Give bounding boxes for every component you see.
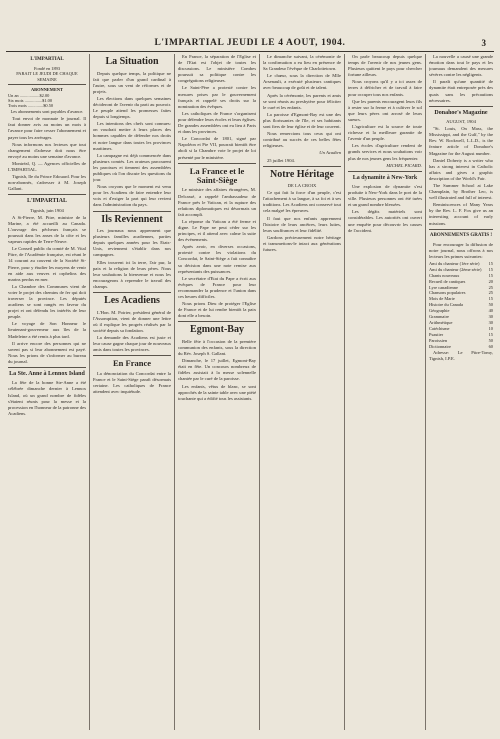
rate-line: Trois mois ..............$0.50 [8, 103, 54, 109]
price-item-name: Chants nouveaux [429, 272, 460, 278]
column-3 [178, 54, 256, 734]
paragraph: Le chœur, sous la direction de Mlle Arsenault, a exécuté plusieurs cantiques avec beaucoup de goût et de talent. [263, 73, 341, 91]
paragraph: Nous remercions tous ceux qui ont contribué au succès de ces belles fêtes religieuses. [263, 131, 341, 149]
paragraph: Tignish, Ile du Prince Edouard. Pour les non-abonnés, s'adresser à M. Joseph Gallant. [8, 174, 86, 192]
article-headline: Ils Reviennent [101, 213, 163, 225]
price-item-value: 40 [488, 308, 493, 314]
paragraph: Après avoir, en diverses occasions, protesté contre les violations du Concordat, le Saint-Siège a fait connaître sa décision dans une note remise aux représentants des puissances. [178, 244, 256, 274]
paragraph: Tout envoi de monnaie le journal. Il faut donner avis au moins un mois à l'avance pour faire cesser l'abonnement et payer tous les arrérages. [8, 116, 86, 140]
paragraph: Il paraît qu'une quantité de dynamite était entreposée près des quais sans les précautions nécessaires. [429, 79, 493, 103]
article-headline: Egmont-Bay [190, 324, 244, 336]
paragraph: Depuis quelque temps, la politique ne fait que parler d'un grand cardinal à l'autre, sous un vent de réformes et de projets. [93, 70, 171, 94]
price-item-name: Histoire du Canada [429, 302, 463, 308]
paragraph: En France, la séparation de l'Eglise et de l'Etat est l'objet de toutes les discussions. Le ministère Combes poursuit sa politique contre les congrégations religieuses. [178, 54, 256, 84]
paragraph: Le voyage de Son Honneur le lieutenant-gouverneur aux îles de la Madeleine a été remis à plus tard. [8, 321, 86, 339]
article-headline: Les Acadiens [104, 295, 160, 306]
paper-info [8, 57, 86, 114]
divider [263, 166, 341, 167]
paragraph: La nouvelle a causé une grande émotion dans tout le pays et les journaux demandent des mesures sévères contre les négligents. [429, 54, 493, 78]
column-5 [348, 54, 422, 734]
dateline: 25 juillet 1904. [267, 157, 295, 163]
paragraph: Nous prions Dieu de protéger l'Eglise de France et de lui rendre bientôt la paix dont elle a besoin. [178, 301, 256, 319]
paragraph: Elles trouvent ici la terre, l'air pur, la paix et la religion de leurs pères. Nous leur souhaitons la bienvenue et nous les encourageons à reprendre le travail des champs. [93, 259, 171, 289]
notice-heading: ABONNEMENTS GRATIS ! [429, 232, 493, 238]
price-item-name: Paroissien [429, 337, 448, 343]
column-separator [89, 54, 90, 730]
rate-line: Un an ..................$2.00 [8, 92, 50, 98]
column-separator [344, 54, 345, 730]
divider [429, 229, 493, 230]
paragraph: Le Concordat de 1801, signé par Napoléon et Pie VII, pourrait bientôt être aboli si la Chambre vote le projet de loi présenté par le ministère. [178, 136, 256, 160]
price-item-name: Ami du chanteur (2ème série) [429, 266, 482, 272]
paragraph: Le ministre des affaires étrangères, M. Delcassé, a rappelé l'ambassadeur de France près le Vatican, et la rupture des relations diplomatiques est désormais un fait accompli. [178, 187, 256, 217]
column-separator [259, 54, 260, 730]
paragraph: Gardons précieusement notre héritage et transmettons-le intact aux générations futures. [263, 234, 341, 253]
divider [348, 171, 422, 172]
price-item-value: 15 [488, 331, 493, 337]
paragraph: Les catholiques de France s'organisent pour défendre leurs écoles et leurs églises. De grandes assemblées ont eu lieu à Paris et dans les provinces. [178, 110, 256, 135]
price-item-value: 15 [488, 272, 493, 278]
price-item-value: 50 [488, 302, 493, 308]
paragraph: L'Hon. M. Poirier, président général de l'Assomption, vient de donner une lettre où il explique les progrès réalisés par la société depuis sa fondation. [93, 309, 171, 333]
paragraph: A St-Pierre, M. Pitre, ministre de la Marine, a été accueilli au Canada. L'ouvrage des pêcheurs français se poursuit dans les anses de la côte et les vapeurs rapides de Terre-Neuve. [8, 214, 86, 245]
paragraph: La demande des Acadiens est juste et leur cause gagne chaque jour de nouveaux amis dans toutes les provinces. [93, 334, 171, 353]
divider [178, 163, 256, 164]
paragraph: Ce qui fait la force d'un peuple, c'est l'attachement à sa langue, à sa foi et à ses traditions. Les Acadiens ont conservé tout cela malgré les épreuves. [263, 190, 341, 214]
paper-founded: Fondé en 1893 [33, 66, 61, 71]
paragraph: Dimanche, le 17 juillet, Egmont-Bay était en fête. Un concours nombreux de fidèles assistait à la messe solennelle chantée par le curé de la paroisse. [178, 358, 256, 382]
dateline: Tignish, juin 1904 [30, 207, 64, 213]
divider [8, 367, 86, 368]
paragraph: Les dégâts matériels sont considérables. Les autorités ont ouvert une enquête pour découvrir les causes de l'accident. [348, 209, 422, 233]
paragraph: Il faut que nos enfants apprennent l'histoire de leurs ancêtres, leurs luttes, leurs souffrances et leur fidélité. [263, 215, 341, 233]
divider [429, 106, 493, 107]
price-item-name: Grammaire [429, 314, 449, 320]
price-item-name: Géographie [429, 308, 450, 314]
paragraph: Une explosion de dynamite s'est produite à New-York dans le port de la ville. Plusieurs personnes ont été tuées et un grand nombre blessées. [348, 183, 422, 208]
paragraph: Que les parents encouragent leurs fils à rester sur la ferme et à cultiver le sol que leurs pères ont arrosé de leurs sueurs. [348, 98, 422, 122]
article-headline: Notre Héritage [270, 168, 334, 180]
article-headline: La Situation [105, 56, 159, 67]
paragraph: Le Conseil public du comté de M. Vital Pitre, de l'Académie française, est réuni le 14 courant au couvent de la Société St-Pierre, pour y étudier les moyens de venir en aide aux veuves et orphelins des marins perdus en mer. [8, 246, 86, 282]
rate-line: Six mois ................$1.00 [8, 98, 53, 104]
price-item-value: 15 [488, 296, 493, 302]
price-item-name: Dictionnaire [429, 343, 451, 349]
paragraph: Nous informons nos lecteurs que tout changement d'adresse doit nous être envoyé au moins une semaine d'avance. [8, 141, 86, 159]
article-headline: Donahoe's Magazine [434, 109, 488, 116]
page-title: L'IMPARTIAL JEUDI LE 4 AOUT, 1904. [154, 38, 346, 48]
paragraph: La réponse du Vatican a été ferme et digne. Le Pape ne peut céder sur les principes, et il attend avec calme la suite des événements. [178, 218, 256, 243]
article-headline: La France et le Saint-Siège [189, 165, 245, 185]
signature: MICHEL PICARD. [386, 162, 422, 168]
paragraph: L'agriculture est la source de toute richesse et la meilleure garantie de l'avenir d'un peuple. [348, 124, 422, 142]
price-item-name: Psautier [429, 331, 444, 337]
price-item-name: Ami du chanteur (1ère série) [429, 260, 480, 266]
article-headline: La Ste. Anne à Lennox Island [9, 371, 85, 378]
price-item-value: 20 [488, 278, 493, 284]
divider [93, 211, 171, 212]
divider [8, 84, 86, 85]
address: Adresse: Le Pitre-Tomy, Tignish, I.P.E. [429, 349, 493, 361]
article-headline: La dynamite à New-York [352, 174, 418, 181]
rate-note: Les abonnements sont payables d'avance. [10, 108, 84, 114]
price-item-name: Recueil de cantiques [429, 278, 466, 284]
column-1 [8, 54, 86, 734]
price-item-value: 15 [488, 266, 493, 272]
dateline: AUGUST, 1904 [446, 119, 476, 125]
paragraph: "St. Louis, On Mass, the Mississippi, and the Gulf," by the Rev. W. Rockwell, L.L.D., is the feature article of Donahoe's Magazine for the August number. [429, 126, 493, 156]
paragraph: Le dimanche suivant, la cérémonie de la confirmation a eu lieu en présence de Sa Grandeur l'évêque de Charlottetown. [263, 54, 341, 72]
column-6 [429, 54, 493, 734]
paragraph: La campagne est déjà commencée dans plusieurs comtés. Les orateurs parcourent les paroisses et tiennent des assemblées publiques où l'on discute les questions du jour. [93, 152, 171, 183]
paragraph: La dénonciation du Concordat entre la France et le Saint-Siège paraît désormais certaine. Les catholiques de France attendent avec inquiétude. [93, 371, 171, 395]
paragraph: Belle fête à l'occasion de la première communion des enfants, sous la direction du Rév. Joseph S. Gallant. [178, 338, 256, 357]
article-headline: En France [112, 358, 151, 369]
paragraph: Le Saint-Père a protesté contre les mesures prises par le gouvernement français et rappelé ses droits sur la nomination des évêques. [178, 85, 256, 109]
price-item-value: 10 [488, 325, 493, 331]
paragraph: Après la cérémonie, les parents et amis se sont réunis au presbytère pour féliciter le curé et les enfants. [263, 92, 341, 110]
paragraph: Les journaux nous apprennent que plusieurs familles acadiennes, parties depuis quelques années pour les Etats-Unis, reviennent s'établir dans nos campagnes. [93, 228, 171, 258]
paragraph: The Summer School at Lake Champlain, by Brother Leo, is well illustrated and full of interest. [429, 182, 493, 201]
paragraph: Le secrétaire d'Etat du Pape a écrit aux évêques de France pour leur recommander la prudence et l'union dans ces heures difficiles. [178, 275, 256, 300]
signature: Un Acadien [319, 150, 341, 156]
paragraph: Nous croyons qu'il y a ici assez de terres à défricher et de travail à faire pour occuper tous nos enfants. [348, 79, 422, 97]
divider [8, 194, 86, 195]
masthead [0, 0, 500, 48]
paper-name: L'IMPARTIAL [30, 57, 64, 62]
paragraph: La paroisse d'Egmont-Bay est une des plus florissantes de l'île, et ses habitants sont fiers de leur église et de leur couvent. [263, 111, 341, 130]
column-4 [263, 54, 341, 734]
price-item-name: Arithmétique [429, 319, 453, 325]
paragraph: Daniel Doherty is a writer who has a strong interest in Catholic affairs and gives a graphic description of the World's Fair. [429, 157, 493, 181]
price-item-name: Lyre canadienne [429, 284, 458, 290]
paragraph: Les écoles d'agriculture rendent de grands services et nous souhaitons voir plus de nos jeunes gens les fréquenter. [348, 143, 422, 161]
column-2 [93, 54, 171, 734]
section-title: L'IMPARTIAL [26, 198, 67, 205]
column-separator [174, 54, 175, 730]
divider [93, 355, 171, 356]
paragraph: La Chambre des Communes vient de voter le projet des chemins de fer qui doit traverser la province. Les députés acadiens se sont rangés en faveur du projet et ont défendu les intérêts de leur peuple. [8, 283, 86, 320]
price-item-value: 30 [488, 319, 493, 325]
page-number: 3 [481, 38, 486, 48]
price-list [429, 261, 493, 350]
price-item-name: Catéchisme [429, 325, 450, 331]
top-rule [6, 51, 494, 52]
divider [93, 292, 171, 293]
column-separator [425, 54, 426, 730]
paragraph: On parle beaucoup depuis quelque temps de l'avenir de nos jeunes gens. Plusieurs quittent le pays pour chercher fortune ailleurs. [348, 54, 422, 78]
price-item-value: 60 [488, 343, 493, 349]
price-item-value: 50 [488, 337, 493, 343]
paragraph: Nous croyons que le moment est venu pour les Acadiens de faire entendre leur voix et d'exiger la part qui leur revient dans l'administration du pays. [93, 184, 171, 208]
divider [178, 321, 256, 322]
subscription-heading: ABONNEMENT [31, 87, 63, 93]
paragraph: Pour encourager la diffusion de notre journal, nous offrons à nos lecteurs les primes suivantes: [429, 241, 493, 259]
byline: DE LA CROIX [287, 183, 317, 189]
price-item-value: 30 [488, 314, 493, 320]
paper-published: PARAIT LE JEUDI DE CHAQUE SEMAINE [16, 71, 78, 82]
paragraph: Il arrive encore des personnes qui ne savent pas si leur abonnement est payé. Nous les prions de s'informer au bureau du journal. [8, 340, 86, 364]
paragraph: Les élections dans quelques semaines décideront de l'avenir du parti au pouvoir. Le peuple attend les promesses faites depuis si longtemps. [93, 95, 171, 120]
price-item-value: 25 [488, 290, 493, 296]
price-item-name: Chansons populaires [429, 290, 466, 296]
price-item-value: 25 [488, 284, 493, 290]
paragraph: La fête de la bonne Ste-Anne a été célébrée dimanche dernier à Lennox Island, où un grand nombre de fidèles s'étaient réunis pour la messe et la procession en l'honneur de la patronne des Acadiens. [8, 380, 86, 416]
paragraph: Les intentions des chefs sont connues: on voudrait mettre à leurs places des hommes capables de défendre nos droits et notre langue dans toutes les provinces maritimes. [93, 121, 171, 151]
paragraph: Les enfants, vêtus de blanc, se sont approchés de la sainte table avec une piété touchante qui a édifié tous les assistants. [178, 383, 256, 401]
paragraph: Reminiscences of Many Years by the Rev. L. F. Fox give us an interesting account of early missions. [429, 202, 493, 226]
price-item-name: Mois de Marie [429, 296, 455, 302]
price-item-value: 15 [488, 260, 493, 266]
paragraph: Montréal, Q. — Agences officielles de L'IMPARTIAL. [8, 160, 86, 172]
